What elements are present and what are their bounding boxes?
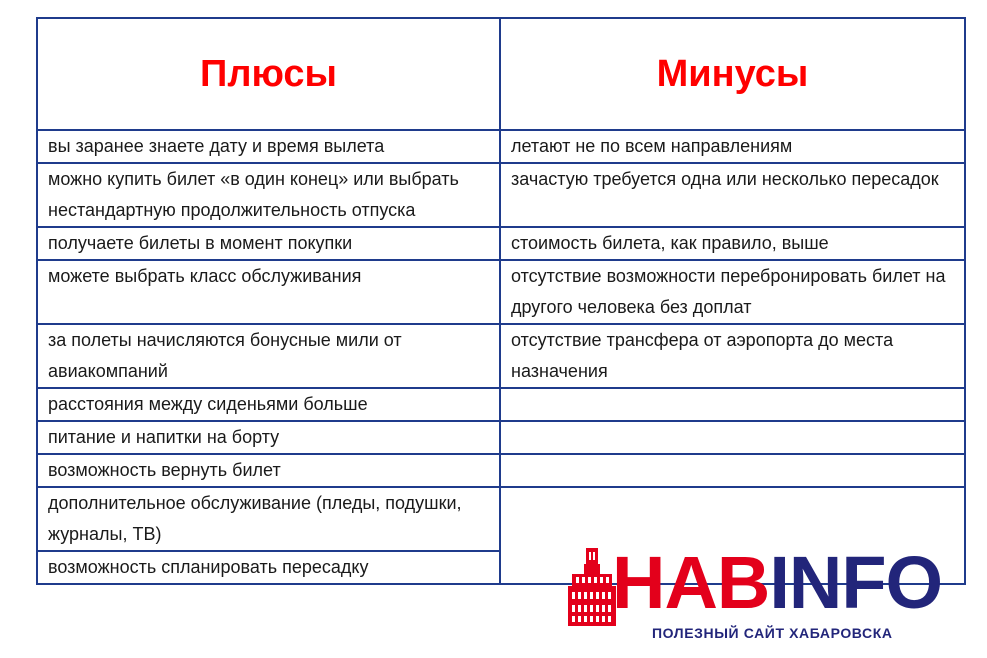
building-icon [568, 548, 616, 626]
pros-cell: за полеты начисляются бонусные мили от авиакомпаний [37, 324, 500, 388]
pros-cell: возможность спланировать пересадку [37, 551, 500, 584]
cons-cell: отсутствие трансфера от аэропорта до места назначения [500, 324, 965, 388]
table-row [37, 388, 965, 421]
cons-cell: зачастую требуется одна или несколько пересадок [500, 163, 965, 227]
logo-word-red: HAB [612, 541, 770, 624]
table-row [37, 454, 965, 487]
table-row [37, 324, 965, 388]
logo-wordmark [612, 541, 943, 624]
pros-header: Плюсы [37, 18, 500, 130]
cons-cell: стоимость билета, как правило, выше [500, 227, 965, 260]
pros-cons-table [36, 17, 966, 585]
cons-cell: летают не по всем направлениям [500, 130, 965, 163]
pros-cell: вы заранее знаете дату и время вылета [37, 130, 500, 163]
cons-cell [500, 421, 965, 454]
table-row [37, 130, 965, 163]
pros-cell: возможность вернуть билет [37, 454, 500, 487]
cons-cell [500, 388, 965, 421]
pros-cell: получаете билеты в момент покупки [37, 227, 500, 260]
pros-cell: расстояния между сиденьями больше [37, 388, 500, 421]
pros-cell: питание и напитки на борту [37, 421, 500, 454]
cons-cell [500, 454, 965, 487]
cons-header: Минусы [500, 18, 965, 130]
table-row [37, 260, 965, 324]
table-row [37, 227, 965, 260]
header-row [37, 18, 965, 130]
table-row [37, 163, 965, 227]
logo-tagline: ПОЛЕЗНЫЙ САЙТ ХАБАРОВСКА [652, 625, 893, 641]
table-row [37, 421, 965, 454]
pros-cell: дополнительное обслуживание (пледы, подушки, журналы, ТВ) [37, 487, 500, 551]
logo-word-blue: INFO [769, 541, 943, 624]
cons-cell: отсутствие возможности перебронировать билет на другого человека без доплат [500, 260, 965, 324]
pros-cell: можете выбрать класс обслуживания [37, 260, 500, 324]
habinfo-logo[interactable] [566, 542, 987, 658]
pros-cell: можно купить билет «в один конец» или выбрать нестандартную продолжительность отпуска [37, 163, 500, 227]
